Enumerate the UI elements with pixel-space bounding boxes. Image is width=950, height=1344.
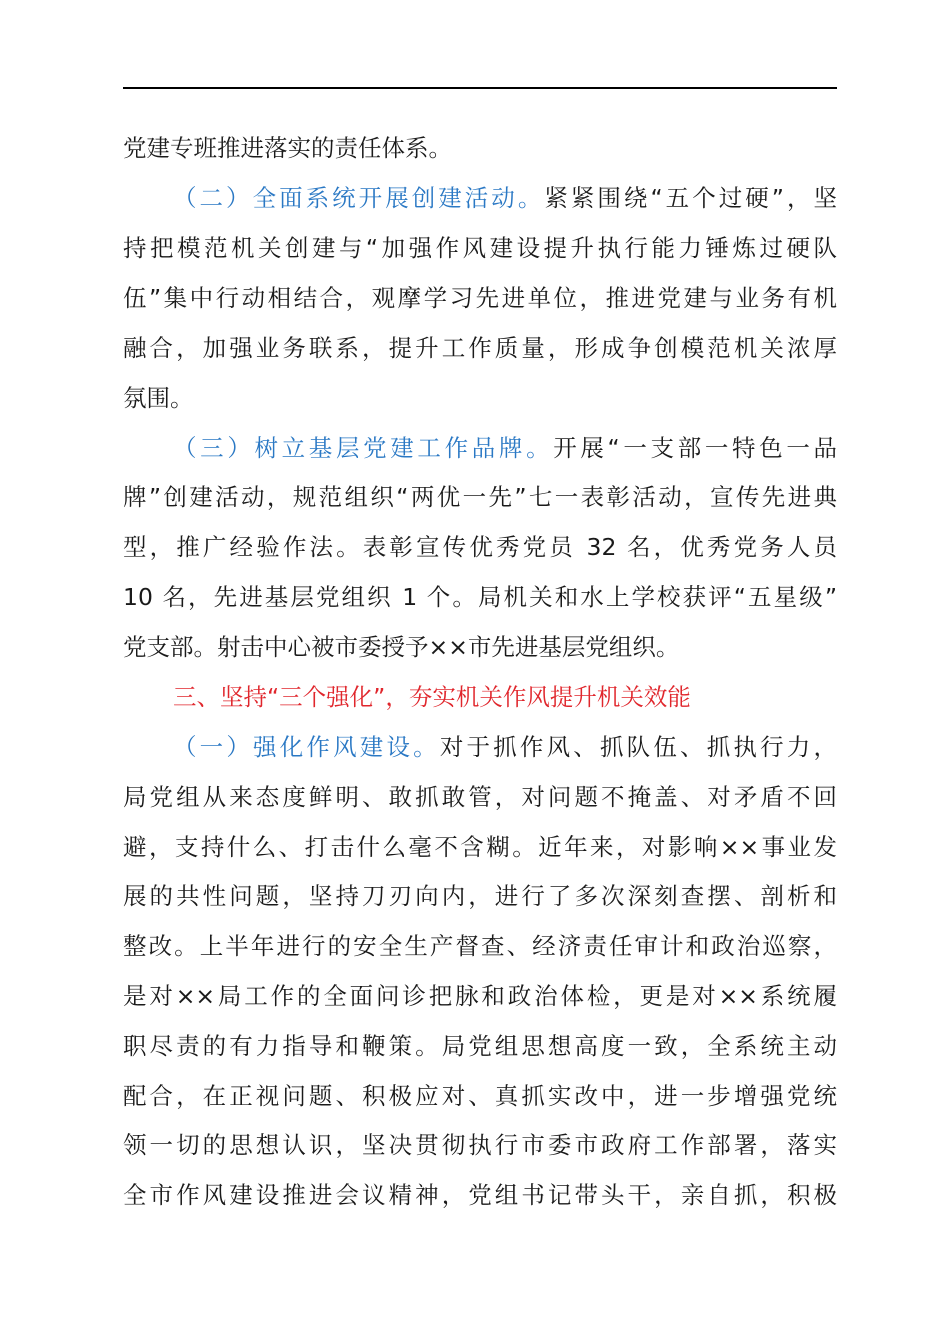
text-line: 配合，在正视问题、积极应对、真抓实改中，进一步增强党统 [123,1082,837,1110]
text-line: 避，支持什么、打击什么毫不含糊。近年来，对影响××事业发 [123,833,837,861]
text-line: 领一切的思想认识，坚决贯彻执行市委市政府工作部署，落实 [123,1131,837,1159]
heading-line: （一）强化作风建设。对于抓作风、抓队伍、抓执行力， [173,733,837,761]
text-line: 是对××局工作的全面问诊把脉和政治体检，更是对××系统履 [123,982,837,1010]
heading-line: （三）树立基层党建工作品牌。开展“一支部一特色一品 [173,434,837,462]
section-heading: 三、坚持“三个强化”，夯实机关作风提升机关效能 [173,683,691,711]
text-line: 型，推广经验作法。表彰宣传优秀党员 32 名，优秀党务人员 [123,533,837,561]
header-rule [123,87,837,89]
subheading: （二）全面系统开展创建活动。 [173,184,545,212]
text-line: 职尽责的有力指导和鞭策。局党组思想高度一致，全系统主动 [123,1032,837,1060]
text-line: 持把模范机关创建与“加强作风建设提升执行能力锤炼过硬队 [123,234,837,262]
text-line: 党支部。射击中心被市委授予××市先进基层党组织。 [123,633,680,661]
heading-line: （二）全面系统开展创建活动。紧紧围绕“五个过硬”，坚 [173,184,837,212]
text-line: 展的共性问题，坚持刀刃向内，进行了多次深刻查摆、剖析和 [123,882,837,910]
text-line: 全市作风建设推进会议精神，党组书记带头干，亲自抓，积极 [123,1181,837,1209]
text-line: 局党组从来态度鲜明、敢抓敢管，对问题不掩盖、对矛盾不回 [123,783,837,811]
text-line: 整改。上半年进行的安全生产督查、经济责任审计和政治巡察， [123,932,837,960]
text-line: 氛围。 [123,384,194,412]
text-line: 融合，加强业务联系，提升工作质量，形成争创模范机关浓厚 [123,334,837,362]
subheading: （一）强化作风建设。 [173,733,440,761]
text-line: 伍”集中行动相结合，观摩学习先进单位，推进党建与业务有机 [123,284,837,312]
subheading: （三）树立基层党建工作品牌。 [173,434,554,462]
text-line: 党建专班推进落实的责任体系。 [123,134,452,162]
text-line: 10 名，先进基层党组织 1 个。局机关和水上学校获评“五星级” [123,583,837,611]
text-line: 牌”创建活动，规范组织“两优一先”七一表彰活动，宣传先进典 [123,483,837,511]
